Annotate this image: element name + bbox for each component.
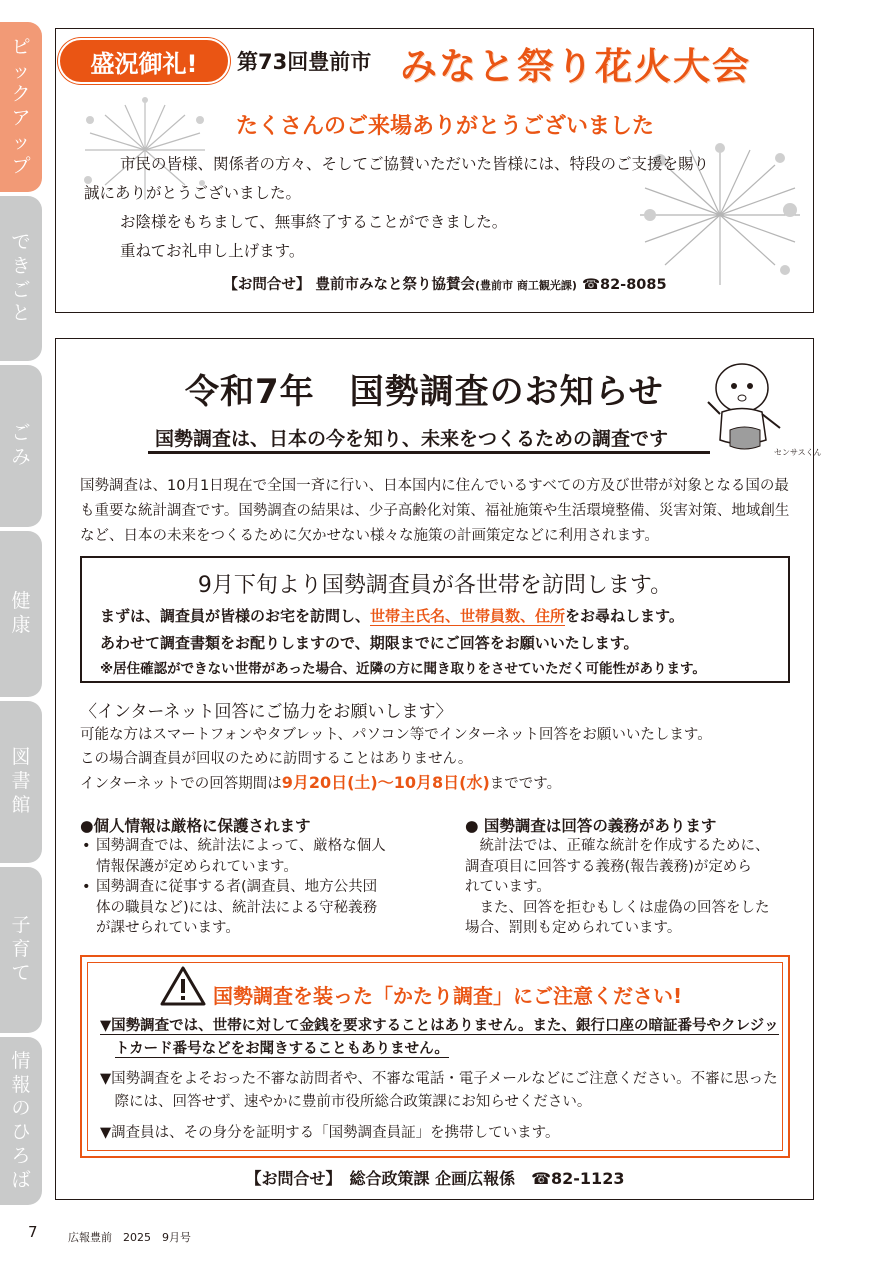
thanks-heading: たくさんのご来場ありがとうございました — [235, 114, 654, 139]
side-tab-label — [11, 422, 30, 470]
visit-note: ※居住確認ができない世帯があった場合、近隣の方に聞き取りをさせていただく可能性があります。 — [100, 661, 706, 677]
census-title: 令和7年 国勢調査のお知らせ — [185, 372, 664, 412]
privacy-text: 国勢調査に従事する者(調査員、地方公共団 — [96, 879, 378, 895]
side-tab-char: と — [11, 302, 31, 325]
side-tab-char: 育 — [11, 938, 31, 961]
duty-line: 統計法では、正確な統計を作成するために、 — [465, 838, 770, 854]
internet-text: インターネットでの回答期間は — [80, 776, 282, 792]
internet-text: までです。 — [489, 776, 562, 792]
festival-contact — [0, 273, 890, 294]
side-tab-char: き — [11, 254, 31, 277]
side-tab-label — [11, 590, 30, 638]
side-tab-library[interactable] — [0, 701, 42, 863]
side-tab-pickup[interactable] — [0, 22, 42, 192]
privacy-item: • 国勢調査に従事する者(調査員、地方公共団 体の職員など)には、統計法による守秘義務 が課せられています。 — [82, 879, 378, 936]
side-tab-char: み — [11, 446, 31, 468]
warning-text: ▼国勢調査をよそおった不審な訪問者や、不審な電話・電子メールなどにご注意ください。不審に思った — [100, 1071, 778, 1087]
side-tab-char: ッ — [11, 59, 31, 82]
side-tab-char: 子 — [11, 914, 31, 937]
side-tab-childcare[interactable] — [0, 867, 42, 1033]
internet-line: 可能な方はスマートフォンやタブレット、パソコン等でインターネット回答をお願いいたします。 — [80, 727, 712, 743]
internet-line — [80, 771, 792, 797]
visit-notice-box — [80, 556, 790, 683]
warning-item — [100, 1068, 780, 1113]
festival-body — [84, 150, 786, 266]
warning-text: ▼国勢調査では、世帯に対して金銭を要求することはありません。また、銀行口座の暗証番号やクレジッ — [100, 1018, 779, 1034]
contact-tel[interactable]: ☎82-8085 — [581, 277, 667, 293]
visit-text: まずは、調査員が皆様のお宅を訪問し、 — [100, 607, 371, 625]
warning-text: トカード番号などをお聞きすることもありません。 — [115, 1040, 449, 1057]
warning-item: ▼調査員は、その身分を証明する「国勢調査員証」を携帯しています。 — [100, 1125, 560, 1141]
contact-dept: (豊前市 商工観光課) — [474, 279, 577, 292]
side-tab-char: 康 — [11, 614, 31, 636]
contact-org: 豊前市みなと祭り協賛会 — [315, 277, 475, 293]
side-tab-char: 健 — [11, 590, 31, 613]
festival-body-line: 市民の皆様、関係者の方々、そしてご協賛いただいた皆様には、特段のご支援を賜り — [120, 155, 710, 173]
side-tab-char: 図 — [11, 746, 31, 769]
side-tab-health[interactable] — [0, 531, 42, 697]
festival-body-line: 誠にありがとうございました。 — [84, 184, 302, 202]
side-tab-char: の — [11, 1097, 31, 1120]
side-tab-char: プ — [11, 154, 31, 177]
mascot-caption: センサスくん — [774, 448, 822, 457]
duty-line: れています。 — [465, 879, 551, 895]
side-tab-char: て — [11, 961, 31, 984]
duty-line: 場合、罰則も定められています。 — [465, 920, 682, 936]
side-tab-char: ひ — [11, 1121, 31, 1143]
warning-item — [100, 1015, 780, 1060]
side-tab-char: ア — [11, 107, 31, 129]
side-tab-char: ろ — [11, 1144, 31, 1167]
side-tab-char: ご — [11, 422, 31, 445]
visit-title: 9月下旬より国勢調査員が各世帯を訪問します。 — [197, 573, 673, 598]
side-tab-label — [11, 746, 30, 817]
side-tab-char: で — [11, 231, 31, 253]
badge-text: 盛況御礼! — [90, 49, 198, 78]
census-subtitle: 国勢調査は、日本の今を知り、未来をつくるための調査です — [155, 428, 669, 450]
internet-period: 9月20日(土)～10月8日(水) — [281, 773, 490, 792]
privacy-text: 国勢調査では、統計法によって、厳格な個人 — [96, 838, 386, 854]
side-tab-garbage[interactable] — [0, 365, 42, 527]
side-tab-char: ッ — [11, 130, 31, 153]
side-tab-char: 館 — [11, 793, 31, 816]
census-mascot-illustration — [700, 350, 822, 460]
festival-title: みなと祭り花火大会 — [400, 45, 751, 88]
privacy-item: • 国勢調査では、統計法によって、厳格な個人 情報保護が定められています。 — [82, 838, 386, 875]
contact-label: 【お問合せ】 — [223, 277, 311, 293]
privacy-text: 体の職員など)には、統計法による守秘義務 — [96, 899, 378, 916]
warning-text: 際には、回答せず、速やかに豊前市役所総合政策課にお知らせください。 — [100, 1093, 592, 1110]
visit-text: をお尋ねします。 — [565, 607, 684, 625]
side-tab-char: ピ — [11, 35, 31, 58]
internet-line: この場合調査員が回収のために訪問することはありません。 — [80, 750, 473, 767]
census-contact: 【お問合せ】 総合政策課 企画広報係 ☎82-1123 — [245, 1169, 625, 1188]
side-tab-label — [11, 36, 30, 179]
duty-line: また、回答を拒むもしくは虚偽の回答をした — [465, 899, 770, 916]
duty-body — [465, 836, 795, 939]
page-number: 7 — [28, 1223, 38, 1241]
festival-body-line: お陰様をもちまして、無事終了することができました。 — [120, 213, 508, 231]
duty-heading: ● 国勢調査は回答の義務があります — [465, 817, 717, 835]
side-tab-char: 書 — [11, 770, 31, 793]
side-tab-char: ご — [11, 278, 31, 301]
privacy-list — [82, 836, 422, 939]
privacy-text: 情報保護が定められています。 — [96, 858, 298, 875]
visit-highlight: 世帯主氏名、世帯員数、住所 — [370, 607, 566, 625]
census-intro: 国勢調査は、10月1日現在で全国一斉に行い、日本国内に住んでいるすべての方及び世帯が対象となる国の最も重要な統計調査です。国勢調査の結果は、少子高齢化対策、福祉施策や生活環境整備、災害対策、地域創生など、日本の未来をつくるために欠かせない様々な施策の計画策定などに利用されます。 — [80, 478, 790, 544]
warning-title: 国勢調査を装った「かたり調査」にご注意ください! — [213, 984, 683, 1008]
subtitle-underline — [148, 451, 710, 454]
side-tab-label — [11, 914, 30, 985]
visit-line — [100, 605, 684, 626]
privacy-text: が課せられています。 — [96, 920, 240, 936]
internet-heading: 〈インターネット回答にご協力をお願いします〉 — [80, 702, 453, 722]
side-tab-char: ク — [11, 83, 31, 106]
festival-edition: 第73回豊前市 — [237, 50, 372, 74]
duty-line: 調査項目に回答する義務(報告義務)が定めら — [465, 858, 752, 875]
badge-thanks — [58, 38, 230, 84]
internet-body — [80, 724, 792, 797]
side-tab-char: ば — [11, 1168, 31, 1191]
side-tab-char: 情 — [11, 1049, 31, 1072]
privacy-heading: ●個人情報は厳格に保護されます — [80, 817, 311, 835]
festival-body-line: 重ねてお礼申し上げます。 — [120, 242, 305, 260]
visit-line: あわせて調査書類をお配りしますので、期限までにご回答をお願いいたします。 — [100, 634, 639, 652]
side-tab-char: 報 — [11, 1073, 31, 1096]
warning-triangle-icon — [160, 966, 206, 1006]
publication-name: 広報豊前 2025 9月号 — [68, 1231, 191, 1244]
